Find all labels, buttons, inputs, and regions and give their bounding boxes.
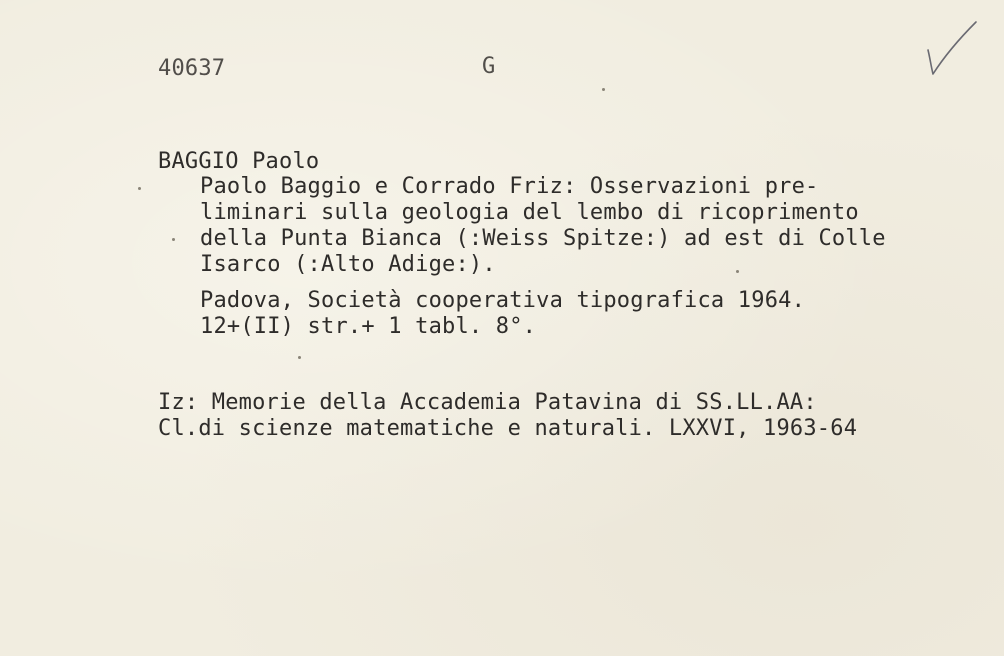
imprint-line: Padova, Società cooperativa tipografica 1964. [200,288,806,313]
paper-speck [602,88,605,91]
source-line: Iz: Memorie della Accademia Patavina di SS.LL.AA: [158,390,817,415]
title-line: Isarco (:Alto Adige:). [200,252,496,277]
paper-speck [138,187,141,190]
title-line: liminari sulla geologia del lembo di ricoprimento [200,200,859,225]
paper-speck [298,356,301,359]
check-mark-icon [918,16,982,82]
source-line: Cl.di scienze matematiche e naturali. LXXVI, 1963-64 [158,416,858,441]
title-line: Paolo Baggio e Corrado Friz: Osservazioni pre- [200,174,819,199]
accession-number: 40637 [158,56,226,81]
paper-speck [736,270,739,273]
paper-speck [172,238,175,241]
shelf-mark: G [482,54,496,79]
collation-line: 12+(II) str.+ 1 tabl. 8°. [200,314,537,339]
title-line: della Punta Bianca (:Weiss Spitze:) ad est di Colle [200,226,886,251]
author-heading: BAGGIO Paolo [158,149,320,174]
